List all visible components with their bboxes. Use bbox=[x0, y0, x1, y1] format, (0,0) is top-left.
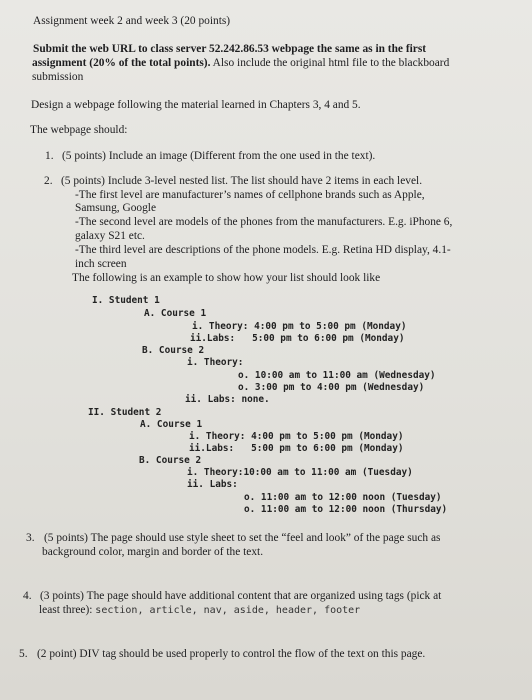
item-3-number: 3. bbox=[26, 532, 35, 544]
item-2-line: -The third level are descriptions of the phone models. E.g. Retina HD display, 4.1- bbox=[75, 244, 451, 256]
design-instruction: Design a webpage following the material learned in Chapters 3, 4 and 5. bbox=[31, 99, 361, 111]
item-2-line: galaxy S21 etc. bbox=[75, 230, 145, 242]
example-schedule-line: ii.Labs: 5:00 pm to 6:00 pm (Monday) bbox=[190, 333, 405, 344]
example-schedule-line: ii.Labs: 5:00 pm to 6:00 pm (Monday) bbox=[189, 443, 404, 454]
tag-list-code: section, article, nav, aside, header, footer bbox=[95, 605, 361, 616]
example-course: A. Course 1 bbox=[144, 308, 207, 319]
example-course: B. Course 2 bbox=[139, 455, 202, 466]
item-4-number: 4. bbox=[23, 590, 32, 602]
submit-line-2-bold: assignment (20% of the total points). bbox=[32, 57, 211, 69]
example-schedule-line: i. Theory: bbox=[187, 357, 244, 368]
item-2-line: (5 points) Include 3-level nested list. The list should have 2 items in each level. bbox=[61, 175, 423, 187]
submit-line-2 bbox=[32, 56, 449, 70]
example-student-2: II. Student 2 bbox=[88, 407, 162, 418]
example-course: B. Course 2 bbox=[142, 345, 205, 356]
example-course: A. Course 1 bbox=[140, 419, 203, 430]
item-4-line-2 bbox=[39, 603, 360, 618]
item-2-line: -The second level are models of the phones from the manufacturers. E.g. iPhone 6, bbox=[75, 216, 453, 228]
example-schedule-line: o. 10:00 am to 11:00 am (Wednesday) bbox=[238, 370, 436, 381]
item-3-line-2: background color, margin and border of the text. bbox=[42, 546, 264, 558]
item-2-line: Samsung, Google bbox=[75, 202, 156, 214]
item-5-number: 5. bbox=[19, 648, 28, 660]
item-1-number: 1. bbox=[45, 150, 54, 162]
submit-line-2-rest: Also include the original html file to the blackboard bbox=[210, 57, 450, 69]
item-2-line: inch screen bbox=[75, 258, 127, 270]
assignment-heading: Assignment week 2 and week 3 (20 points) bbox=[33, 15, 231, 27]
example-schedule-line: o. 11:00 am to 12:00 noon (Thursday) bbox=[244, 504, 448, 515]
item-4-line-1: (3 points) The page should have additional content that are organized using tags (pick at bbox=[40, 590, 442, 602]
example-schedule-line: i. Theory:10:00 am to 11:00 am (Tuesday) bbox=[187, 467, 413, 478]
example-schedule-line: o. 3:00 pm to 4:00 pm (Wednesday) bbox=[238, 382, 425, 393]
example-schedule-line: o. 11:00 am to 12:00 noon (Tuesday) bbox=[244, 492, 442, 503]
submit-line-1: Submit the web URL to class server 52.242.86.53 webpage the same as in the first bbox=[33, 43, 427, 55]
item-3-line-1: (5 points) The page should use style sheet to set the “feel and look” of the page such as bbox=[44, 532, 441, 544]
example-student-1: I. Student 1 bbox=[92, 295, 160, 306]
webpage-should-label: The webpage should: bbox=[30, 124, 128, 136]
item-2-line: The following is an example to show how your list should look like bbox=[72, 272, 381, 284]
example-schedule-line: i. Theory: 4:00 pm to 5:00 pm (Monday) bbox=[192, 321, 407, 332]
item-2-number: 2. bbox=[44, 175, 53, 187]
item-4-line-2-text: least three): bbox=[39, 604, 96, 616]
submit-line-3: submission bbox=[32, 71, 84, 83]
example-schedule-line: i. Theory: 4:00 pm to 5:00 pm (Monday) bbox=[189, 431, 404, 442]
item-5-text: (2 point) DIV tag should be used properly to control the flow of the text on this page. bbox=[37, 648, 426, 660]
example-schedule-line: ii. Labs: bbox=[187, 479, 238, 490]
item-1-text: (5 points) Include an image (Different from the one used in the text). bbox=[62, 150, 376, 162]
example-schedule-line: ii. Labs: none. bbox=[185, 394, 270, 405]
item-2-line: -The first level are manufacturer’s names of cellphone brands such as Apple, bbox=[75, 189, 425, 201]
